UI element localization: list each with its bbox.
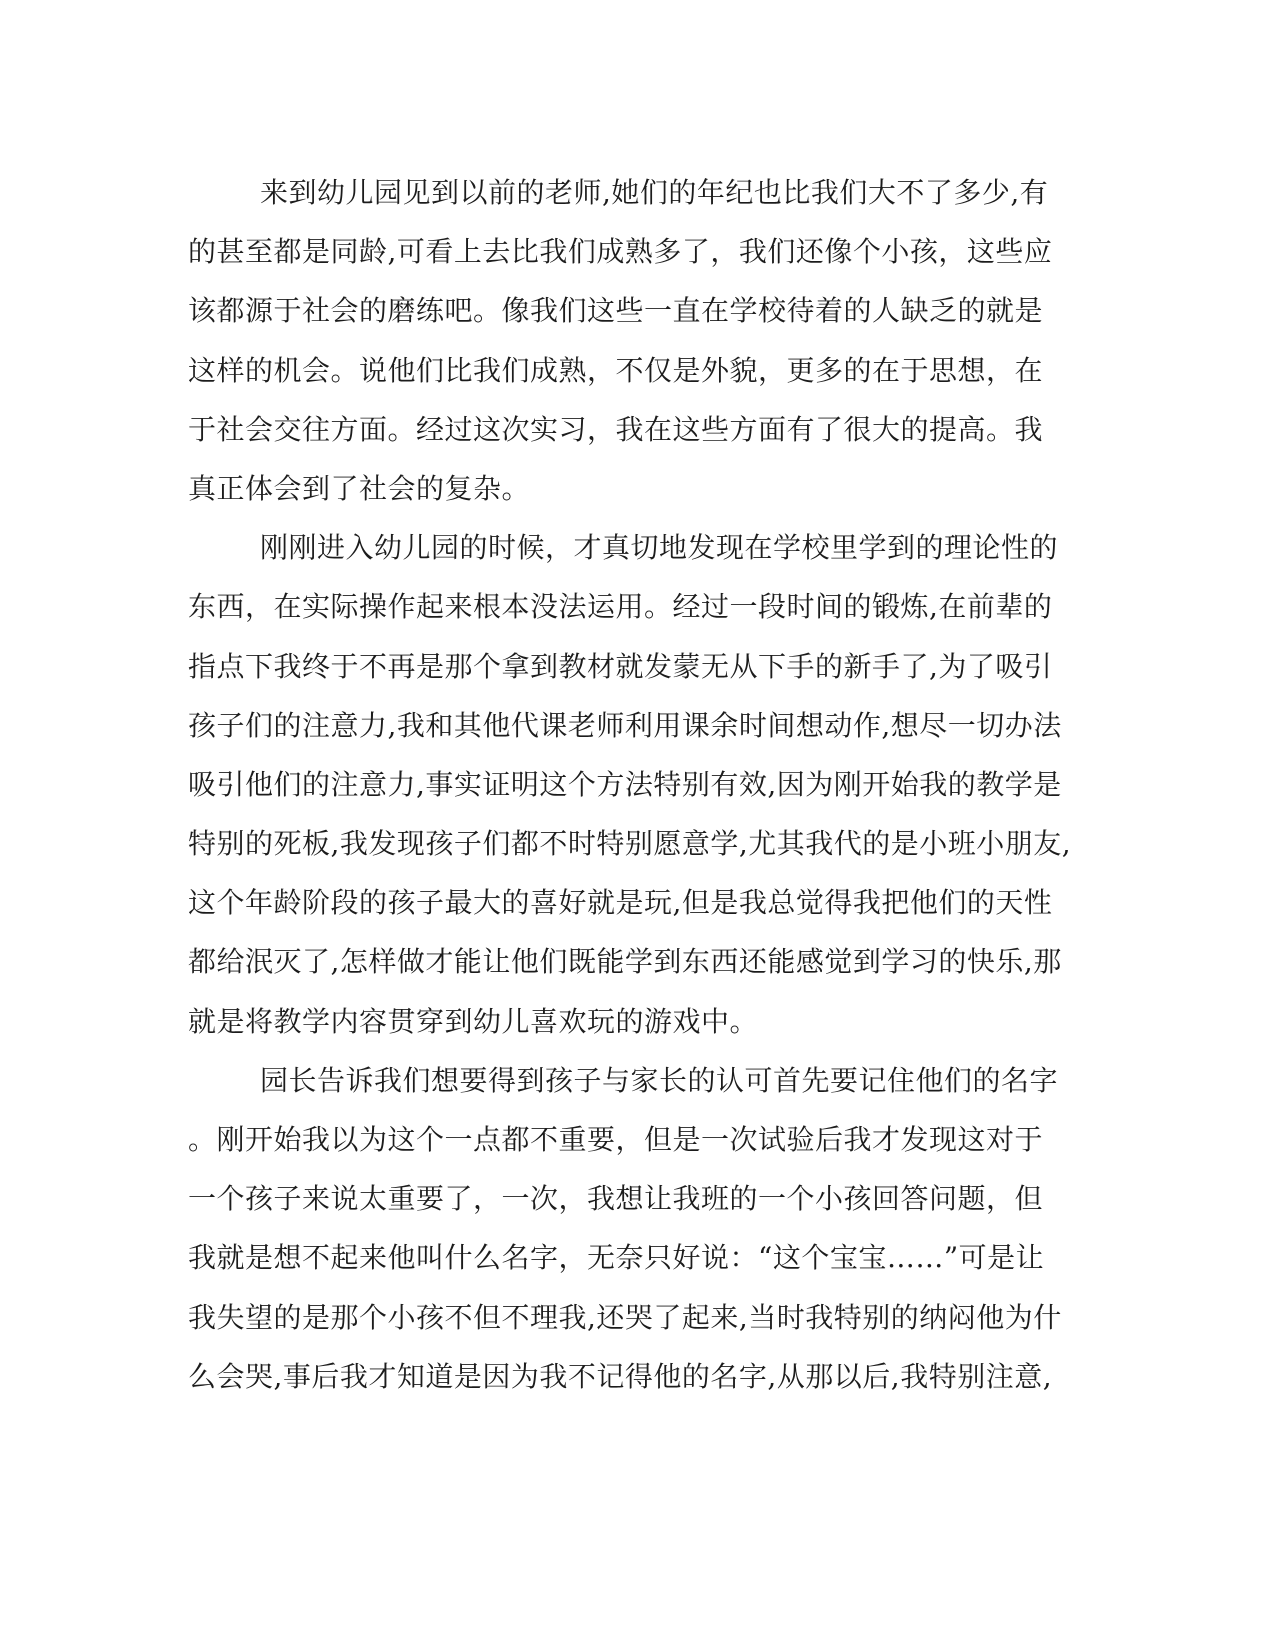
text-line: 刚刚进入幼儿园的时候，才真切地发现在学校里学到的理论性的 <box>260 531 1059 565</box>
text-line: 的甚至都是同龄,可看上去比我们成熟多了，我们还像个小孩，这些应 <box>188 235 1053 269</box>
body-text <box>188 163 1072 1406</box>
paragraph-1 <box>188 163 1068 518</box>
text-line: 我就是想不起来他叫什么名字，无奈只好说：“这个宝宝……”可是让 <box>188 1241 1045 1275</box>
text-line: 特别的死板,我发现孩子们都不时特别愿意学,尤其我代的是小班小朋友, <box>188 827 1072 861</box>
text-line: 一个孩子来说太重要了，一次，我想让我班的一个小孩回答问题，但 <box>188 1182 1044 1216</box>
text-line: 我失望的是那个小孩不但不理我,还哭了起来,当时我特别的纳闷他为什 <box>188 1300 1062 1334</box>
text-line: 孩子们的注意力,我和其他代课老师利用课余时间想动作,想尽一切办法 <box>188 708 1062 742</box>
text-line: 这样的机会。说他们比我们成熟，不仅是外貌，更多的在于思想，在 <box>188 353 1044 387</box>
text-line: 东西，在实际操作起来根本没法运用。经过一段时间的锻炼,在前辈的 <box>188 590 1053 624</box>
text-line: 该都源于社会的磨练吧。像我们这些一直在学校待着的人缺乏的就是 <box>188 294 1044 328</box>
paragraph-3 <box>188 1051 1068 1406</box>
text-line: 指点下我终于不再是那个拿到教材就发蒙无从下手的新手了,为了吸引 <box>188 649 1053 683</box>
text-line: 就是将教学内容贯穿到幼儿喜欢玩的游戏中。 <box>188 1004 759 1038</box>
text-line: 来到幼儿园见到以前的老师,她们的年纪也比我们大不了多少,有 <box>260 176 1049 209</box>
text-line: 这个年龄阶段的孩子最大的喜好就是玩,但是我总觉得我把他们的天性 <box>188 886 1053 920</box>
paragraph-2 <box>188 518 1072 1051</box>
text-line: 吸引他们的注意力,事实证明这个方法特别有效,因为刚开始我的教学是 <box>188 767 1062 801</box>
text-line: 真正体会到了社会的复杂。 <box>188 471 531 505</box>
text-line: 么会哭,事后我才知道是因为我不记得他的名字,从那以后,我特别注意, <box>188 1359 1053 1393</box>
text-line: 于社会交往方面。经过这次实习，我在这些方面有了很大的提高。我 <box>188 412 1044 446</box>
text-line: 园长告诉我们想要得到孩子与家长的认可首先要记住他们的名字 <box>260 1063 1059 1097</box>
text-line: 都给泯灭了,怎样做才能让他们既能学到东西还能感觉到学习的快乐,那 <box>188 945 1062 979</box>
text-line: 。刚开始我以为这个一点都不重要，但是一次试验后我才发现这对于 <box>188 1123 1044 1156</box>
